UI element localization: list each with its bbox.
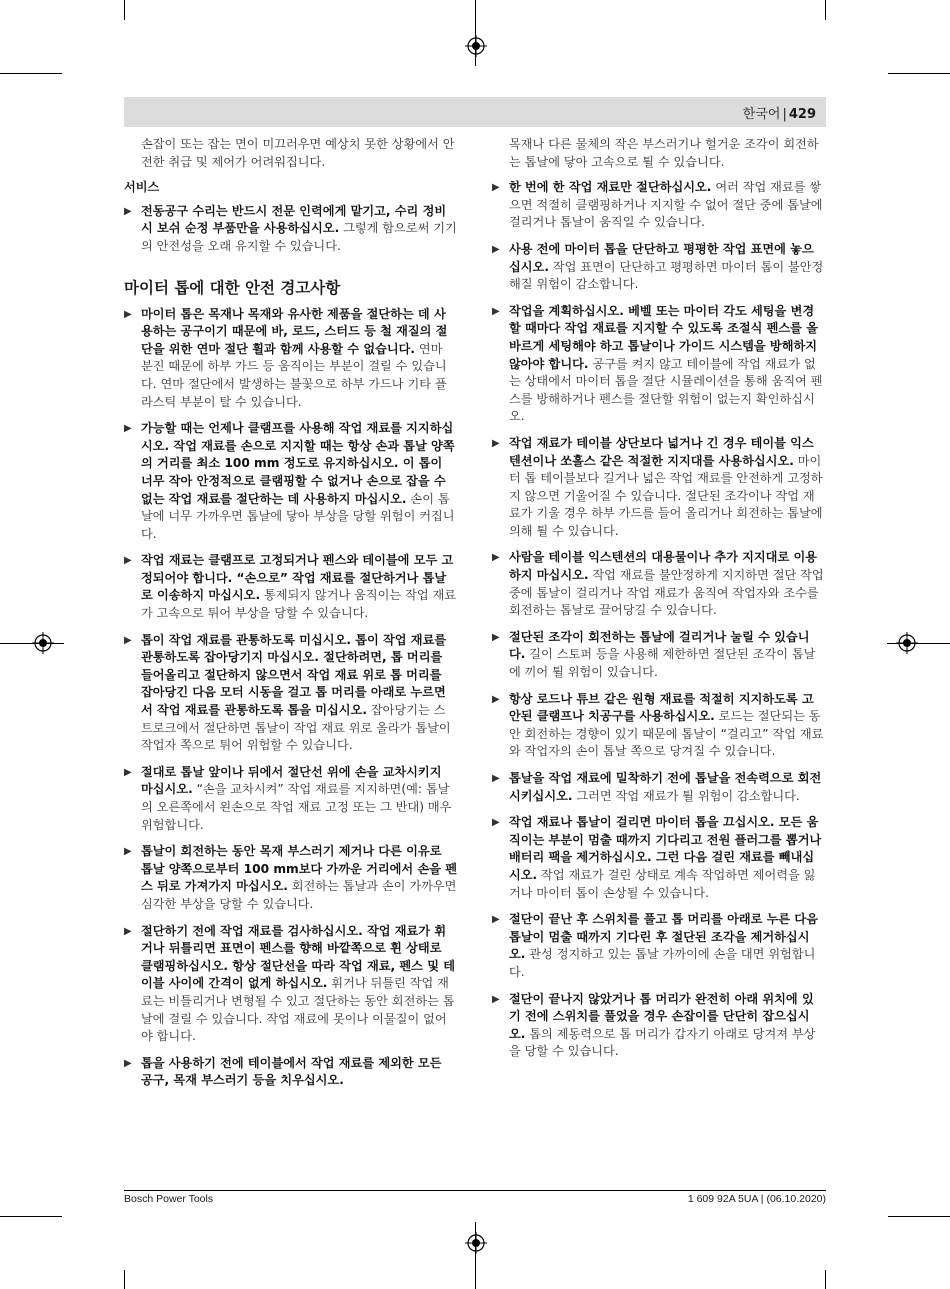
registration-mark-icon bbox=[465, 1232, 487, 1254]
bullet-triangle-icon: ▶ bbox=[492, 993, 500, 1005]
crop-mark bbox=[825, 0, 826, 20]
bullet-triangle-icon: ▶ bbox=[492, 552, 500, 564]
bullet-triangle-icon: ▶ bbox=[492, 817, 500, 829]
warning-item-bold: 마이터 톱은 목재나 목재와 유사한 제품을 절단하는 데 사용하는 공구이기 때문에 바, 로드, 스터드 등 철 재질의 절단을 위한 연마 절단 휠과 함께 사용할 수 없습니다. bbox=[141, 306, 448, 356]
warning-item-bold: 항상 로드나 튜브 같은 원형 재료를 적절히 지지하도록 고안된 클램프나 치공구를 사용하십시오. bbox=[509, 691, 814, 724]
warning-item bbox=[492, 435, 825, 541]
warning-item-bold: 한 번에 한 작업 재료만 절단하십시오. bbox=[509, 180, 712, 195]
crop-mark bbox=[825, 1270, 826, 1289]
warning-item bbox=[492, 991, 825, 1061]
bullet-triangle-icon: ▶ bbox=[124, 766, 132, 778]
bullet-triangle-icon: ▶ bbox=[124, 555, 132, 567]
warning-item-text: 손이 톱날에 너무 가까우면 톱날에 닿아 부상을 당할 위험이 커집니다. bbox=[141, 491, 455, 541]
warning-item-bold: 절단된 조각이 회전하는 톱날에 걸리거나 눌릴 수 있습니다. bbox=[509, 629, 810, 662]
warning-item-text: 톱의 제동력으로 톱 머리가 갑자기 아래로 당겨져 부상을 당할 수 있습니다. bbox=[509, 1026, 816, 1059]
warning-item bbox=[492, 241, 825, 294]
registration-mark-icon bbox=[465, 35, 487, 57]
bullet-triangle-icon: ▶ bbox=[124, 846, 132, 858]
crop-mark bbox=[0, 73, 62, 74]
warning-item bbox=[124, 306, 457, 412]
warning-list bbox=[124, 306, 457, 1090]
crop-mark bbox=[124, 1270, 125, 1289]
warning-item-text: 연마 분진 때문에 하부 가드 등 움직이는 부분이 걸릴 수 있습니다. 연마 절단에서 발생하는 불꽃으로 하부 가드나 기타 플라스틱 부분이 탈 수 있습니다. bbox=[141, 341, 447, 409]
crop-mark bbox=[888, 1216, 950, 1217]
page-header bbox=[124, 97, 826, 127]
bullet-triangle-icon: ▶ bbox=[492, 243, 500, 255]
warning-item bbox=[124, 843, 457, 913]
warning-item bbox=[492, 179, 825, 232]
bullet-triangle-icon: ▶ bbox=[124, 423, 132, 435]
warning-item-bold: 사용 전에 마이터 톱을 단단하고 평평한 작업 표면에 놓으십시오. bbox=[509, 241, 814, 274]
service-item-text: 그렇게 함으로써 기기의 안전성을 오래 유지할 수 있습니다. bbox=[141, 221, 457, 253]
service-item-bold: 전동공구 수리는 반드시 전문 인력에게 맡기고, 수리 정비 시 보쉬 순정 부품만을 사용하십시오. bbox=[141, 203, 447, 236]
left-column bbox=[124, 136, 457, 1099]
warning-item-bold: 절단이 끝난 후 스위치를 풀고 톱 머리를 아래로 누른 다음 톱날이 멈출 때까지 기다린 후 절단된 조각을 제거하십시오. bbox=[509, 912, 818, 962]
section-heading: 마이터 톱에 대한 안전 경고사항 bbox=[124, 278, 341, 297]
warning-item bbox=[492, 911, 825, 981]
warning-item-text: 작업 표면이 단단하고 평평하면 마이터 톱이 불안정해질 위험이 감소합니다. bbox=[509, 259, 824, 292]
header-language: 한국어 bbox=[742, 107, 781, 122]
warning-item bbox=[124, 1055, 457, 1090]
page-number: 429 bbox=[788, 107, 816, 122]
warning-item bbox=[124, 923, 457, 1046]
warning-item-bold: 가능할 때는 언제나 클램프를 사용해 작업 재료를 지지하십시오. 작업 재료를 손으로 지지할 때는 항상 손과 톱날 양쪽의 거리를 최소 100 mm 정도로 유지하십시오. 이 톱이 너무 작아 안정적으로 클램핑할 수 없거나 손으로 잡을 수 없는 작업 재료를 절단하는 데 사용하지 마십시오. bbox=[141, 421, 455, 506]
footer-brand: Bosch Power Tools bbox=[124, 1193, 214, 1205]
warning-item bbox=[492, 814, 825, 902]
header-separator: | bbox=[782, 107, 787, 122]
warning-item-text: 휘거나 뒤틀린 작업 재료는 비틀리거나 변형될 수 있고 절단하는 동안 회전하는 톱날에 걸릴 수 있습니다. 작업 재료에 못이나 이물질이 없어야 합니다. bbox=[141, 976, 455, 1044]
crop-mark bbox=[0, 1216, 62, 1217]
warning-item-bold: 절단이 끝나지 않았거나 톱 머리가 완전히 아래 위치에 있기 전에 스위치를 풀었을 경우 손잡이를 단단히 잡으십시오. bbox=[509, 991, 814, 1041]
warning-item-text: “손을 교차시켜” 작업 재료를 지지하면(예: 톱날의 오른쪽에서 왼손으로 작업 재료 고정 또는 그 반대) 매우 위험합니다. bbox=[141, 782, 452, 832]
warning-item bbox=[492, 770, 825, 805]
warning-item bbox=[492, 549, 825, 619]
warning-item-text: 작업 재료가 걸린 상태로 계속 작업하면 제어력을 잃거나 마이터 톱이 손상될 수 있습니다. bbox=[509, 867, 816, 900]
bullet-triangle-icon: ▶ bbox=[492, 437, 500, 449]
warning-item bbox=[492, 691, 825, 761]
warning-item-bold: 톱을 사용하기 전에 테이블에서 작업 재료를 제외한 모든 공구, 목재 부스러기 등을 치우십시오. bbox=[141, 1055, 442, 1088]
bullet-triangle-icon: ▶ bbox=[124, 1057, 132, 1069]
warning-item-text: 길이 스토퍼 등을 사용해 제한하면 절단된 조각이 톱날에 끼어 튈 위험이 있습니다. bbox=[509, 647, 816, 680]
warning-item-text: 관성 정지하고 있는 톱날 가까이에 손을 대면 위험합니다. bbox=[509, 947, 816, 979]
warning-item bbox=[124, 552, 457, 622]
warning-item-bold: 작업 재료나 톱날이 걸리면 마이터 톱을 끄십시오. 모든 움직이는 부분이 멈출 때까지 기다리고 전원 플러그를 뽑거나 배터리 팩을 제거하십시오. 그런 다음 걸린 재료를 빼내십시오. bbox=[509, 815, 822, 882]
registration-mark-icon bbox=[896, 632, 918, 654]
warning-item-text: 통제되지 않거나 움직이는 작업 재료가 고속으로 튀어 부상을 당할 수 있습니다. bbox=[141, 588, 457, 621]
warning-item-text: 마이터 톱 테이블보다 길거나 넓은 작업 재료를 안전하게 고정하지 않으면 기울어질 수 있습니다. 절단된 조각이나 작업 재료가 기울 경우 하부 가드를 들어 올리거나 회전하는 톱날에 의해 튈 수 있습니다. bbox=[509, 453, 823, 538]
warning-item-text: 그러면 작업 재료가 튈 위험이 감소합니다. bbox=[572, 788, 800, 803]
warning-list bbox=[492, 179, 825, 1061]
warning-item-text: 잡아당기는 스트로크에서 절단하면 톱날이 작업 재료 위로 올라가 톱날이 작업자 쪽으로 튀어 위험할 수 있습니다. bbox=[141, 703, 451, 753]
warning-item-bold: 절대로 톱날 앞이나 뒤에서 절단선 위에 손을 교차시키지 마십시오. bbox=[141, 764, 442, 797]
warning-item-text: 로드는 절단되는 동안 회전하는 경향이 있기 때문에 톱날이 “걸리고” 작업 재료와 작업자의 손이 톱날 쪽으로 당겨질 수 있습니다. bbox=[509, 709, 824, 759]
warning-item-bold: 톱날이 회전하는 동안 목재 부스러기 제거나 다른 이유로 톱날 양쪽으로부터 100 mm보다 가까운 거리에서 손을 펜스 뒤로 가져가지 마십시오. bbox=[141, 844, 458, 894]
warning-item-text: 여러 작업 재료를 쌓으면 적절히 클램핑하거나 지지할 수 없어 절단 중에 톱날에 걸리거나 톱날이 움직일 수 있습니다. bbox=[509, 180, 823, 230]
bullet-triangle-icon: ▶ bbox=[492, 693, 500, 705]
registration-mark-icon bbox=[32, 632, 54, 654]
bullet-triangle-icon: ▶ bbox=[492, 773, 500, 784]
intro-paragraph: 손잡이 또는 잡는 면이 미끄러우면 예상치 못한 상황에서 안전한 취급 및 제어가 어려워집니다. bbox=[141, 137, 455, 169]
intro-paragraph: 목재나 다른 물체의 작은 부스러기나 헐거운 조각이 회전하는 톱날에 닿아 고속으로 튈 수 있습니다. bbox=[509, 137, 819, 169]
bullet-triangle-icon: ▶ bbox=[124, 634, 132, 646]
warning-item bbox=[124, 764, 457, 834]
bullet-triangle-icon: ▶ bbox=[124, 308, 132, 320]
warning-item bbox=[124, 420, 457, 543]
warning-item bbox=[124, 632, 457, 755]
warning-item-text: 회전하는 톱날과 손이 가까우면 심각한 부상을 당할 수 있습니다. bbox=[141, 879, 457, 911]
warning-item-bold: 절단하기 전에 작업 재료를 검사하십시오. 작업 재료가 휘거나 뒤틀리면 표면이 펜스를 향해 바깥쪽으로 휜 상태로 클램핑하십시오. 항상 절단선을 따라 작업 재료, 펜스 및 테이블 사이에 간격이 없게 하십시오. bbox=[141, 923, 455, 991]
bullet-triangle-icon: ▶ bbox=[124, 205, 132, 217]
warning-item-bold: 작업 재료는 클램프로 고정되거나 펜스와 테이블에 모두 고정되어야 합니다. “손으로” 작업 재료를 절단하거나 톱날로 이송하지 마십시오. bbox=[141, 553, 454, 603]
warning-item-bold: 작업을 계획하십시오. 베벨 또는 마이터 각도 세팅을 변경할 때마다 작업 재료를 지지할 수 있도록 조절식 펜스를 올바르게 세팅해야 하고 톱날이나 가이드 시스템을 방해하지 않아야 합니다. bbox=[509, 303, 818, 371]
crop-mark bbox=[888, 73, 950, 74]
warning-item-text: 공구를 켜지 않고 테이블에 작업 재료가 없는 상태에서 마이터 톱을 절단 시뮬레이션을 통해 움직여 펜스를 방해하거나 펜스를 절단할 위험이 없는지 확인하십시오. bbox=[509, 356, 823, 424]
warning-item bbox=[492, 629, 825, 682]
bullet-triangle-icon: ▶ bbox=[124, 925, 132, 937]
header-text bbox=[743, 103, 816, 122]
bullet-triangle-icon: ▶ bbox=[492, 182, 500, 194]
warning-item-text: 작업 재료를 불안정하게 지지하면 절단 작업 중에 톱날이 걸리거나 작업 재료가 움직여 작업자와 조수를 회전하는 톱날로 끌어당길 수 있습니다. bbox=[509, 568, 824, 618]
service-heading: 서비스 bbox=[124, 180, 160, 195]
warning-item-bold: 작업 재료가 테이블 상단보다 넓거나 긴 경우 테이블 익스텐션이나 쏘홀스 같은 적절한 지지대를 사용하십시오. bbox=[509, 435, 814, 468]
bullet-triangle-icon: ▶ bbox=[492, 631, 500, 643]
warning-item-bold: 톱날을 작업 재료에 밀착하기 전에 톱날을 전속력으로 회전시키십시오. bbox=[509, 771, 822, 803]
warning-item-bold: 톱이 작업 재료를 관통하도록 미십시오. 톱이 작업 재료를 관통하도록 잡아당기지 마십시오. 절단하려면, 톱 머리를 들어올리고 절단하지 않으면서 작업 재료 위로 톱 머리를 잡아당긴 다음 모터 시동을 걸고 톱 머리를 아래로 누르면서 작업 재료를 관통하도록 톱을 미십시오. bbox=[141, 632, 447, 718]
bullet-triangle-icon: ▶ bbox=[492, 305, 500, 317]
crop-mark bbox=[124, 0, 125, 20]
service-item bbox=[124, 203, 457, 256]
warning-item-bold: 사람을 테이블 익스텐션의 대용물이나 추가 지지대로 이용하지 마십시오. bbox=[509, 550, 818, 583]
warning-item bbox=[492, 303, 825, 426]
bullet-triangle-icon: ▶ bbox=[492, 914, 500, 926]
footer-doc-id: 1 609 92A 5UA | (06.10.2020) bbox=[687, 1193, 826, 1205]
right-column bbox=[492, 136, 825, 1070]
footer-divider bbox=[124, 1190, 826, 1191]
